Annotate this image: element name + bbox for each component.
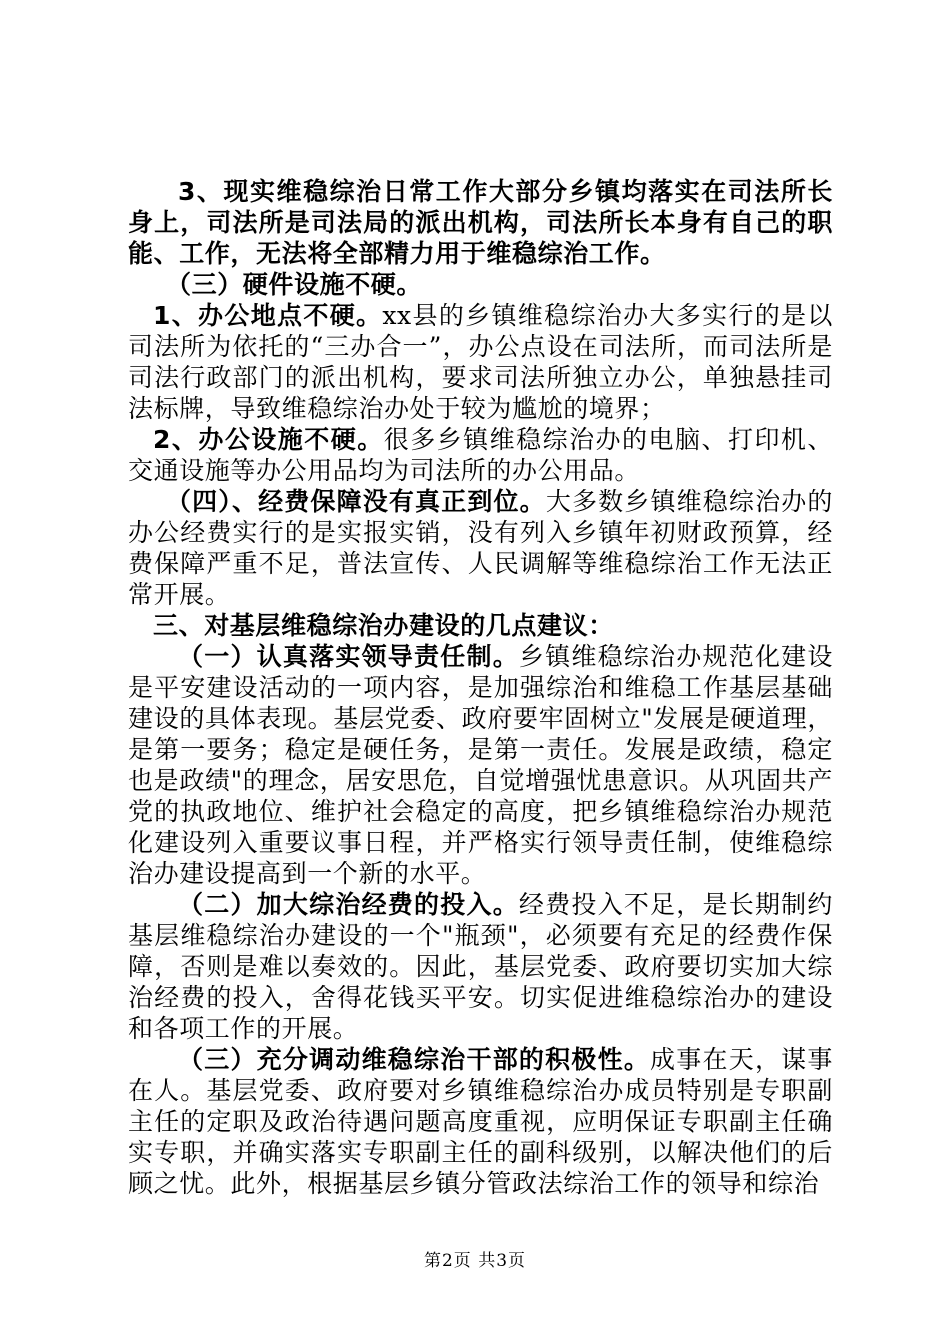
- paragraph-lead: （二）加大综治经费的投入。: [178, 890, 519, 919]
- paragraph-judicial-office: [128, 176, 833, 269]
- paragraph-body: 很多乡镇维稳综治办的电脑、打印机、交通设施等办公用品均为司法所的办公用品。: [128, 425, 834, 485]
- body-text: [128, 176, 833, 1199]
- paragraph-body: xx县的乡镇维稳综治办大多实行的是以司法所为依托的“三办合一”，办公点设在司法所，而司法所是司法行政部门的派出机构，要求司法所独立办公，单独悬挂司法标牌，导致维稳综治办处于较为尴尬的境界；: [128, 301, 834, 423]
- page-number-footer: 第2页 共3页: [423, 1251, 527, 1271]
- paragraph-lead: （四）、经费保障没有真正到位。: [166, 487, 546, 516]
- paragraph-motivation: [128, 1044, 833, 1199]
- paragraph-lead: （三）充分调动维稳综治干部的积极性。: [178, 1045, 651, 1074]
- paragraph-office-equipment: [128, 424, 833, 486]
- paragraph-body: 乡镇维稳综治办规范化建设是平安建设活动的一项内容，是加强综治和维稳工作基层基础建设的具体表现。基层党委、政府要牢固树立"发展是硬道理，是第一要务；稳定是硬任务，是第一责任。发展是政绩，稳定也是政绩"的理念，居安思危，自觉增强忧患意识。从巩固共产党的执政地位、维护社会稳定的高度，把乡镇维稳综治办规范化建设列入重要议事日程，并严格实行领导责任制，使维稳综治办建设提高到一个新的水平。: [128, 642, 833, 888]
- paragraph-lead: 2、办公设施不硬。: [153, 425, 384, 454]
- paragraph-lead: 1、办公地点不硬。: [153, 301, 383, 330]
- heading-hardware: [128, 269, 833, 300]
- heading-text: （三）硬件设施不硬。: [166, 270, 423, 299]
- paragraph-investment: [128, 889, 833, 1044]
- paragraph-body: 成事在天，谋事在人。基层党委、政府要对乡镇维稳综治办成员特别是专职副主任的定职及政治待遇问题高度重视，应明保证专职副主任确实专职，并确实落实专职副主任的副科级别，以解决他们的后顾之忧。此外，根据基层乡镇分管政法综治工作的领导和综治: [128, 1045, 833, 1198]
- paragraph-body: 经费投入不足，是长期制约基层维稳综治办建设的一个"瓶颈"，必须要有充足的经费作保障，否则是难以奏效的。因此，基层党委、政府要切实加大综治经费的投入，舍得花钱买平安。切实促进维稳综治办的建设和各项工作的开展。: [128, 890, 833, 1043]
- paragraph-funding: [128, 486, 833, 610]
- paragraph-office-location: [128, 300, 833, 424]
- paragraph-body: 大多数乡镇维稳综治办的办公经费实行的是实报实销，没有列入乡镇年初财政预算，经费保障严重不足，普法宣传、人民调解等维稳综治工作无法正常开展。: [128, 487, 833, 609]
- paragraph-body: 3、现实维稳综治日常工作大部分乡镇均落实在司法所长身上，司法所是司法局的派出机构，司法所长本身有自己的职能、工作，无法将全部精力用于维稳综治工作。: [128, 177, 833, 268]
- paragraph-responsibility: [128, 641, 833, 889]
- heading-suggestions: [128, 610, 833, 641]
- heading-text: 三、对基层维稳综治办建设的几点建议：: [153, 611, 614, 640]
- paragraph-lead: （一）认真落实领导责任制。: [178, 642, 519, 671]
